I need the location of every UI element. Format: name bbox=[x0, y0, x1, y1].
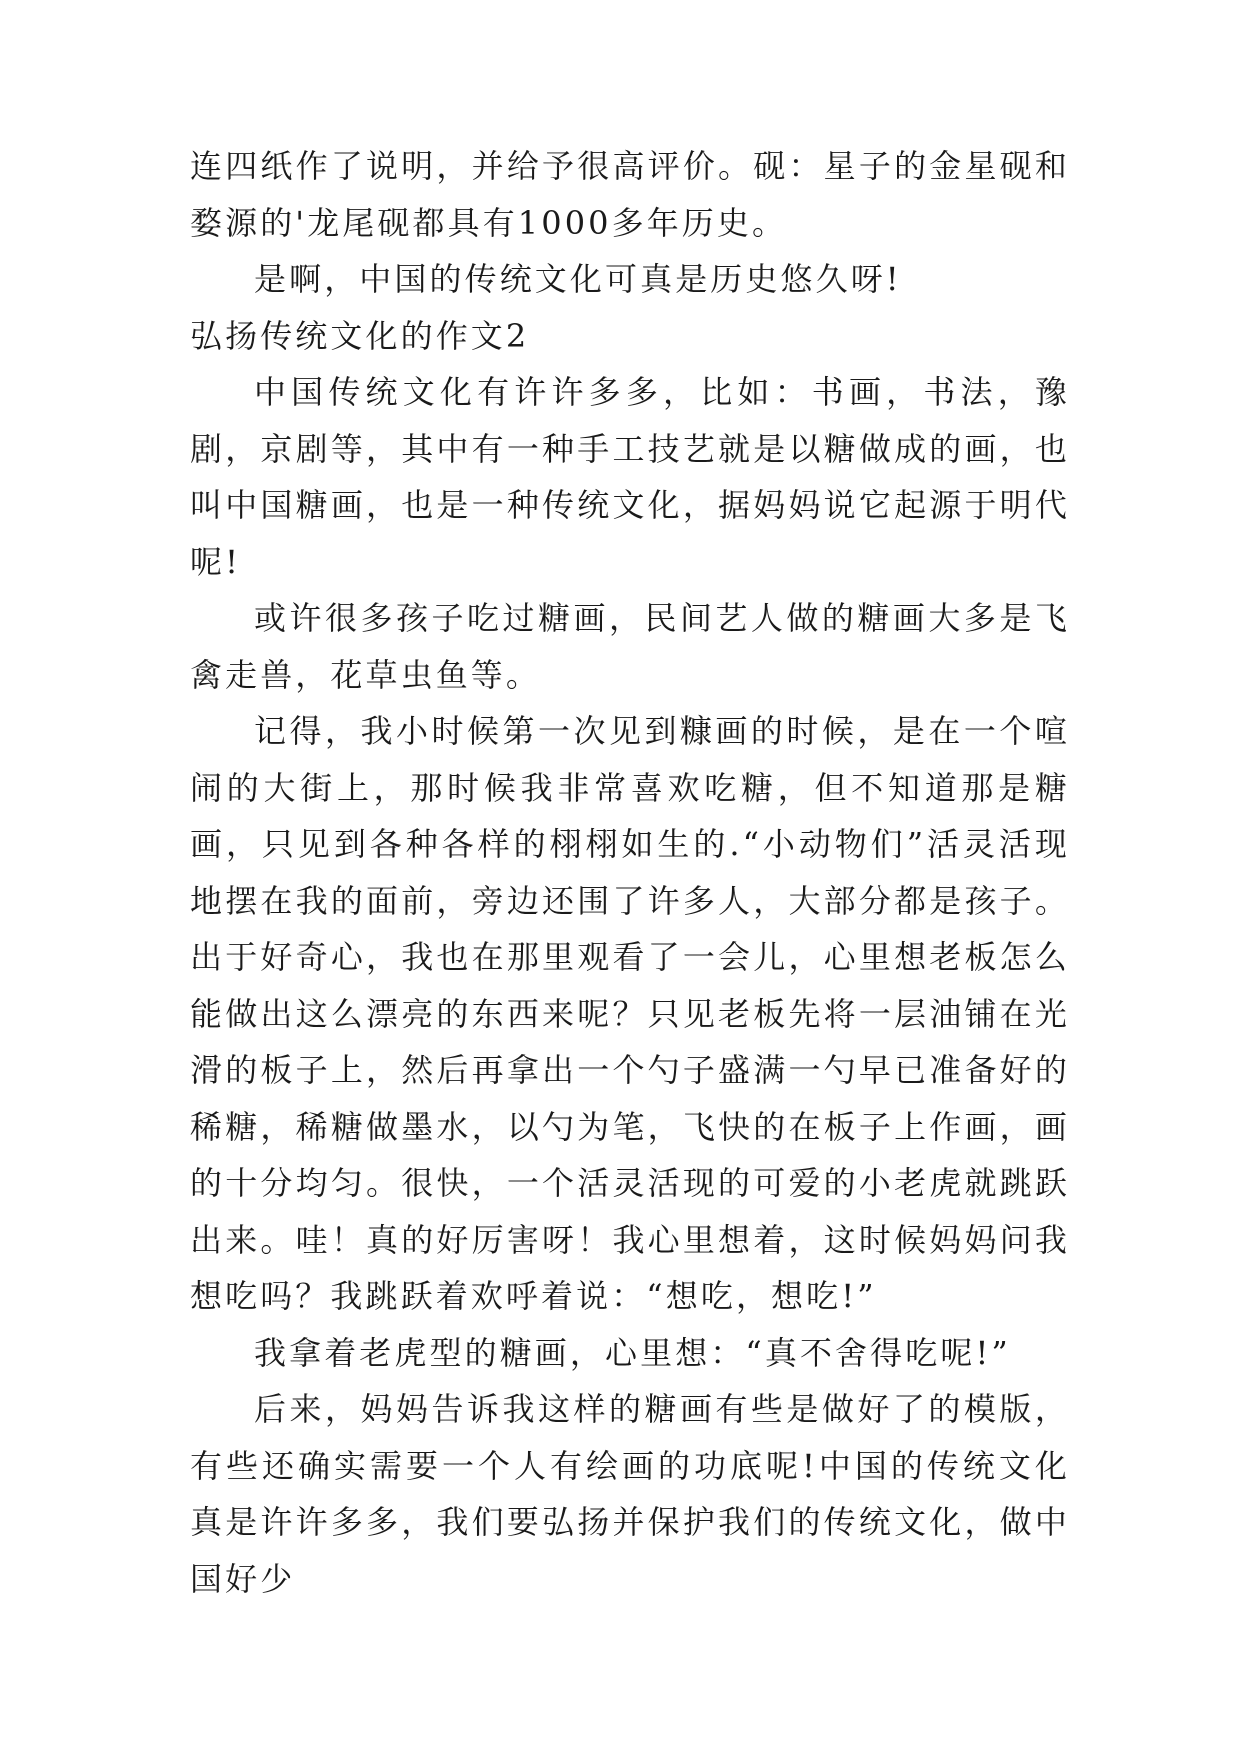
paragraph-continued: 连四纸作了说明，并给予很高评价。砚：星子的金星砚和婺源的'龙尾砚都具有1000多年历史。 bbox=[190, 147, 1070, 242]
paragraph-intro: 中国传统文化有许许多多，比如：书画，书法，豫剧，京剧等，其中有一种手工技艺就是以糖做成的画，也叫中国糖画，也是一种传统文化，据妈妈说它起源于明代呢! bbox=[190, 373, 1070, 581]
paragraph-holding-tiger: 我拿着老虎型的糖画，心里想：“真不舍得吃呢!” bbox=[254, 1333, 1011, 1372]
paragraph-later: 后来，妈妈告诉我这样的糖画有些是做好了的模版，有些还确实需要一个人有绘画的功底呢!中国的传统文化真是许许多多，我们要弘扬并保护我们的传统文化，做中国好少 bbox=[190, 1390, 1070, 1598]
essay-heading: 弘扬传统文化的作文2 bbox=[190, 316, 530, 355]
document-body bbox=[190, 138, 1070, 1607]
paragraph-sugar-painting-types: 或许很多孩子吃过糖画，民间艺人做的糖画大多是飞禽走兽，花草虫鱼等。 bbox=[190, 599, 1070, 694]
paragraph-conclusion: 是啊，中国的传统文化可真是历史悠久呀! bbox=[254, 260, 902, 298]
paragraph-memory: 记得，我小时候第一次见到糠画的时候，是在一个喧闹的大街上，那时候我非常喜欢吃糖，但不知道那是糖画，只见到各种各样的栩栩如生的.“小动物们”活灵活现地摆在我的面前，旁边还围了许多人，大部分都是孩子。出于好奇心，我也在那里观看了一会儿，心里想老板怎么能做出这么漂亮的东西来呢？只见老板先将一层油铺在光滑的板子上，然后再拿出一个勺子盛满一勺早已准备好的稀糖，稀糖做墨水，以勺为笔，飞快的在板子上作画，画的十分均匀。很快，一个活灵活现的可爱的小老虎就跳跃出来。哇！真的好厉害呀！我心里想着，这时候妈妈问我想吃吗？我跳跃着欢呼着说：“想吃，想吃!” bbox=[190, 712, 1070, 1315]
